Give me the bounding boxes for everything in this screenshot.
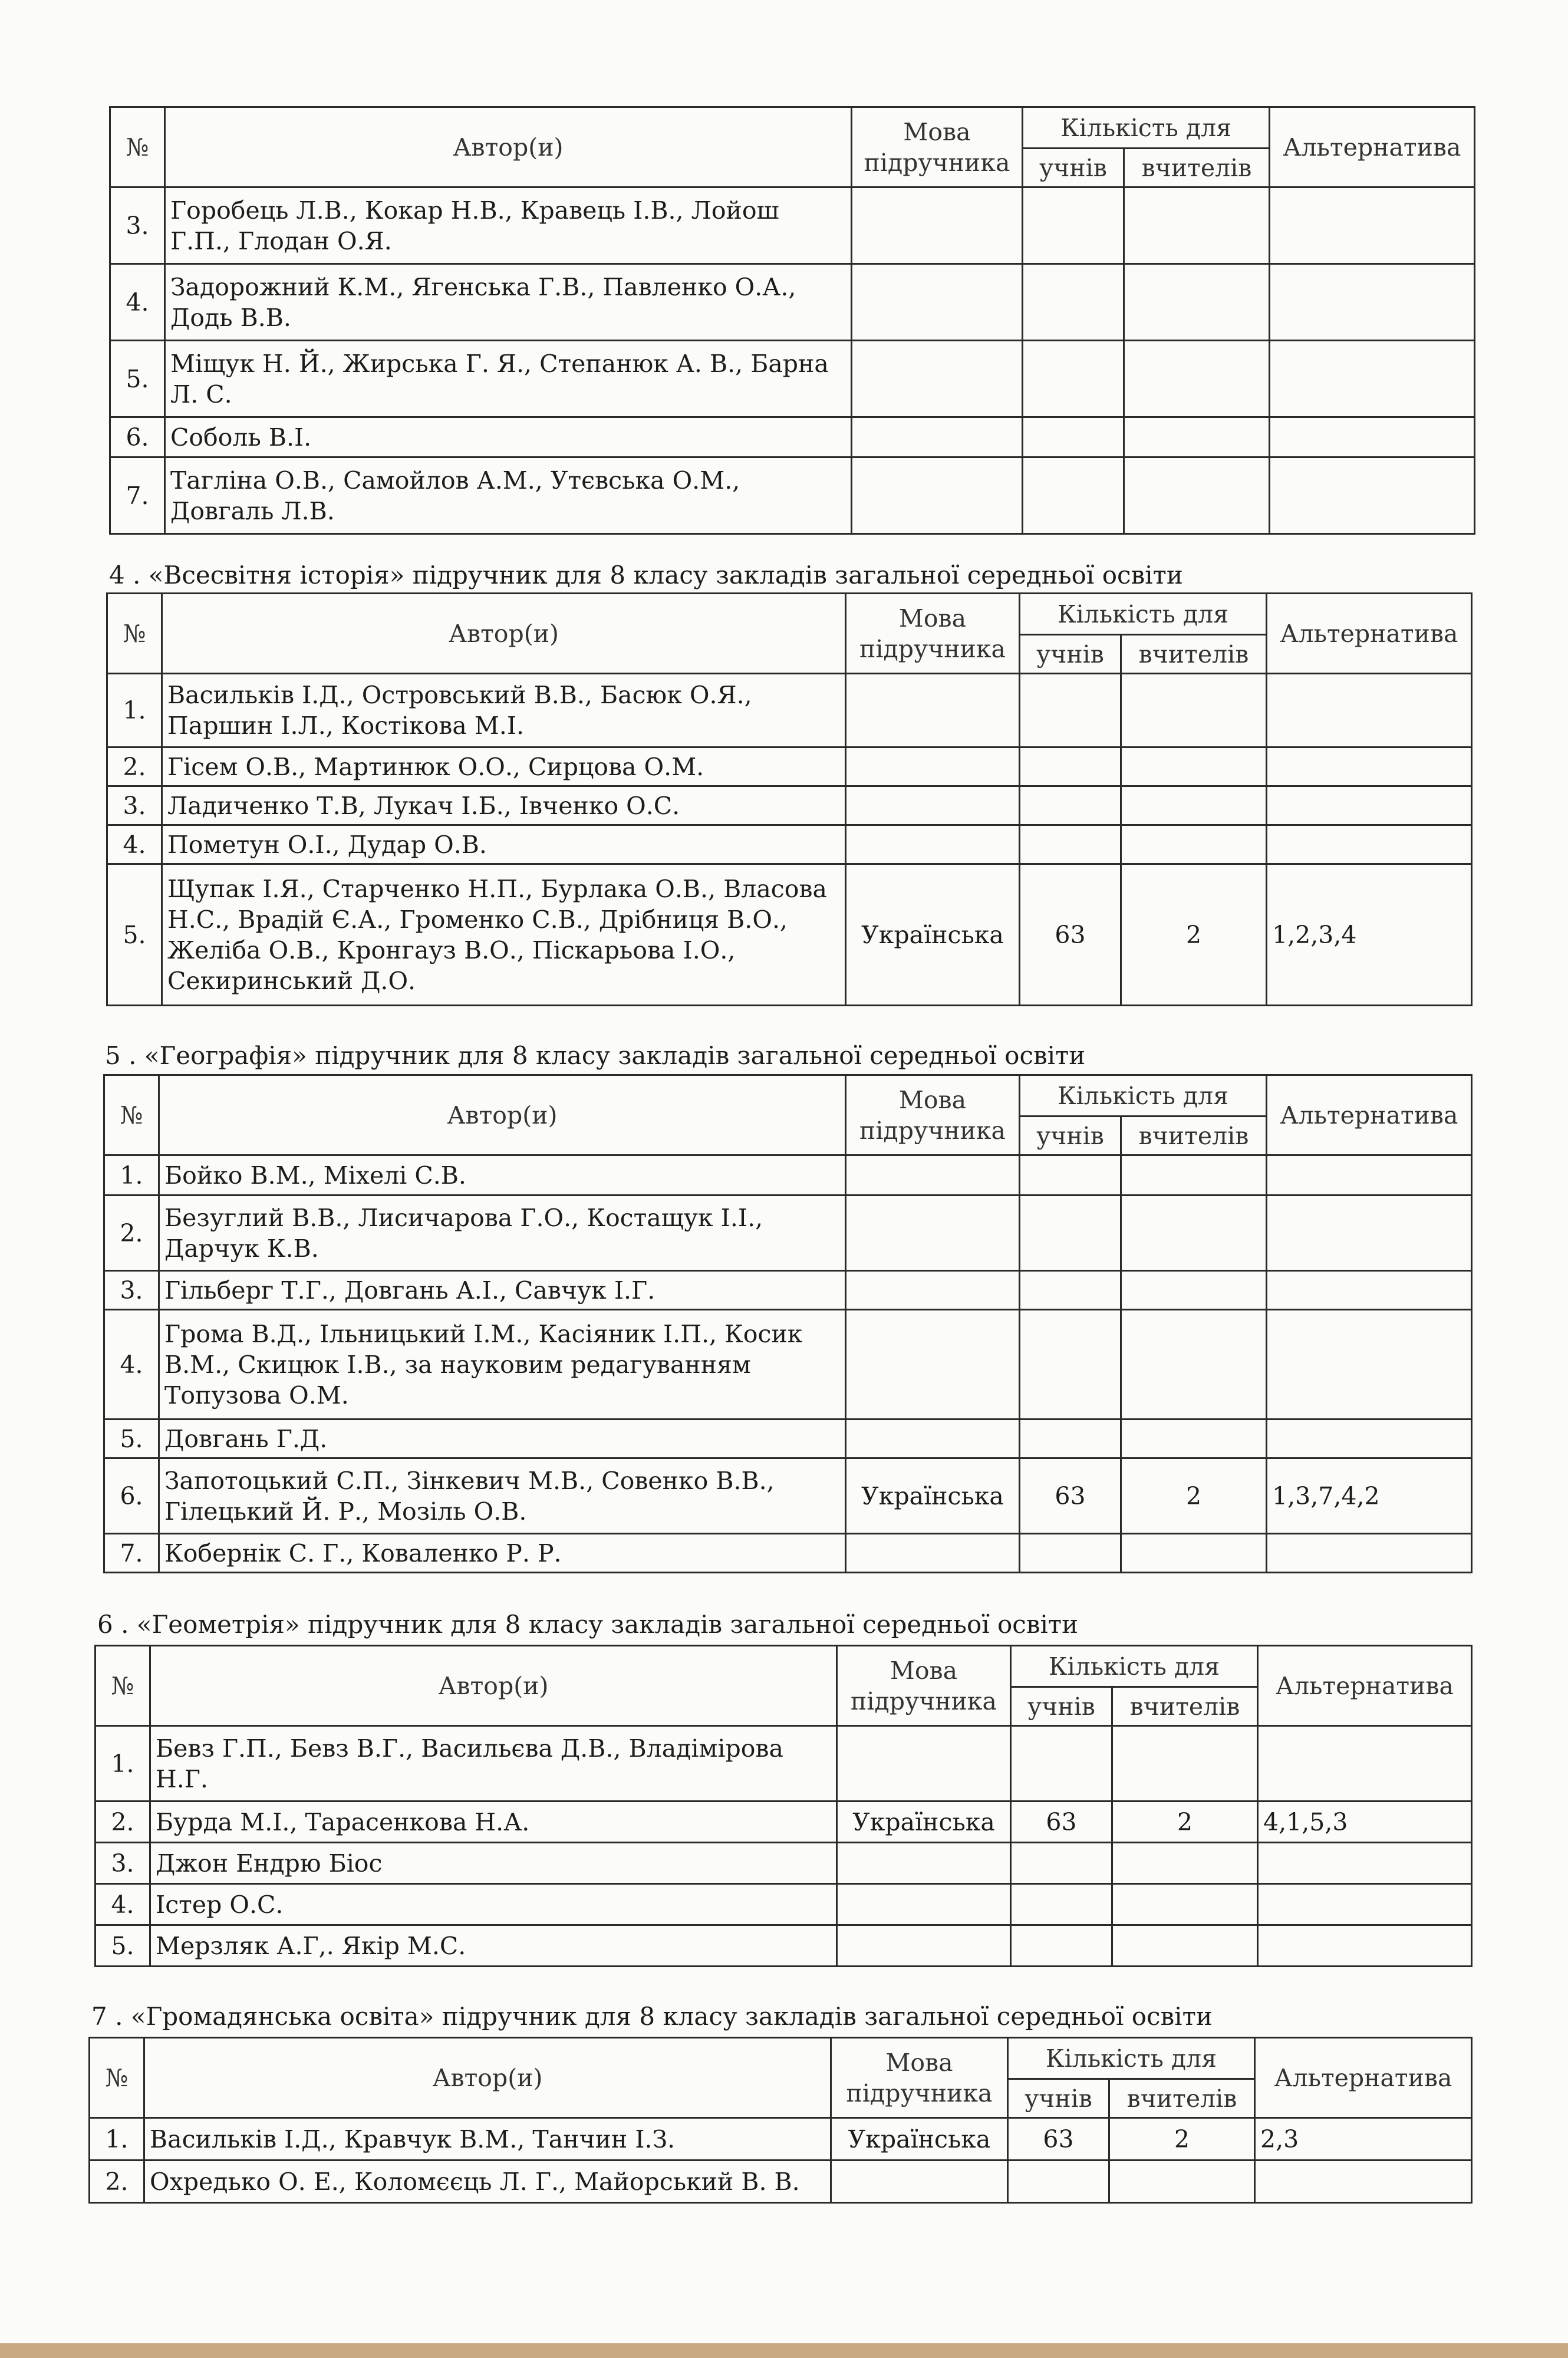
textbook-table: [94, 1645, 1473, 1967]
row-author: Кобернік С. Г., Коваленко Р. Р.: [159, 1534, 846, 1573]
row-teachers: 2: [1121, 864, 1267, 1006]
row-students: [1011, 1843, 1112, 1884]
row-lang: [852, 264, 1023, 341]
header-qty: Кількість для: [1011, 1646, 1258, 1687]
table-row: [107, 674, 1472, 747]
row-teachers: [1124, 264, 1270, 341]
table-row: [95, 1925, 1472, 1967]
row-author: Тагліна О.В., Самойлов А.М., Утєвська О.М., Довгаль Л.В.: [165, 457, 852, 534]
row-lang: [837, 1726, 1011, 1802]
header-lang: Мова підручника: [846, 594, 1020, 674]
row-teachers: [1124, 417, 1270, 457]
row-alt: [1270, 264, 1475, 341]
row-students: [1020, 1310, 1121, 1420]
row-num: 1.: [95, 1726, 150, 1802]
row-teachers: [1121, 1196, 1267, 1271]
row-students: [1011, 1726, 1112, 1802]
section-caption: 5 . «Географія» підручник для 8 класу закладів загальної середньої освіти: [105, 1041, 1086, 1070]
row-students: [1020, 1155, 1121, 1196]
row-students: [1020, 1420, 1121, 1458]
row-students: 63: [1020, 1458, 1121, 1534]
table-block: [109, 106, 1474, 535]
header-students: учнів: [1011, 1687, 1112, 1726]
row-students: [1011, 1884, 1112, 1925]
row-alt: 1,3,7,4,2: [1267, 1458, 1472, 1534]
header-teachers: вчителів: [1109, 2079, 1255, 2118]
header-alt: Альтернатива: [1258, 1646, 1472, 1726]
header-author: Автор(и): [159, 1075, 846, 1155]
row-lang: [852, 341, 1023, 417]
table-row: [95, 1726, 1472, 1802]
row-alt: [1267, 1155, 1472, 1196]
row-students: 63: [1020, 864, 1121, 1006]
section-caption: 7 . «Громадянська освіта» підручник для 8 класу закладів загальної середньої освіти: [91, 2002, 1213, 2031]
table-block: [88, 2037, 1471, 2204]
row-alt: [1258, 1843, 1472, 1884]
row-author: Безуглий В.В., Лисичарова Г.О., Костащук І.І., Дарчук К.В.: [159, 1196, 846, 1271]
row-alt: [1258, 1925, 1472, 1967]
header-teachers: вчителів: [1124, 149, 1270, 187]
header-qty: Кількість для: [1008, 2038, 1255, 2079]
row-author: Васильків І.Д., Островський В.В., Басюк О.Я., Паршин І.Л., Костікова М.І.: [162, 674, 846, 747]
row-teachers: [1121, 1310, 1267, 1420]
row-num: 4.: [110, 264, 165, 341]
row-teachers: [1121, 825, 1267, 864]
table-block: [94, 1645, 1471, 1967]
row-num: 3.: [110, 187, 165, 264]
row-teachers: [1124, 341, 1270, 417]
header-num: №: [104, 1075, 159, 1155]
row-students: [1020, 1196, 1121, 1271]
header-teachers: вчителів: [1121, 635, 1267, 674]
header-alt: Альтернатива: [1267, 1075, 1472, 1155]
header-num: №: [107, 594, 162, 674]
row-students: [1020, 674, 1121, 747]
table-row: [104, 1271, 1472, 1310]
row-alt: [1270, 187, 1475, 264]
header-teachers: вчителів: [1112, 1687, 1258, 1726]
table-row: [104, 1420, 1472, 1458]
header-num: №: [95, 1646, 150, 1726]
row-alt: [1258, 1884, 1472, 1925]
row-author: Довгань Г.Д.: [159, 1420, 846, 1458]
row-teachers: [1121, 1534, 1267, 1573]
row-lang: [852, 417, 1023, 457]
header-author: Автор(и): [162, 594, 846, 674]
row-students: [1023, 264, 1124, 341]
row-lang: [846, 747, 1020, 786]
table-row: [110, 341, 1475, 417]
row-num: 3.: [104, 1271, 159, 1310]
header-author: Автор(и): [150, 1646, 837, 1726]
row-alt: [1270, 457, 1475, 534]
row-lang: [846, 1155, 1020, 1196]
table-block: [103, 1074, 1471, 1573]
table-row: [90, 2161, 1472, 2203]
row-teachers: [1112, 1884, 1258, 1925]
row-teachers: [1124, 457, 1270, 534]
row-alt: [1270, 341, 1475, 417]
table-row: [110, 187, 1475, 264]
header-num: №: [90, 2038, 144, 2118]
row-alt: 2,3: [1255, 2118, 1472, 2161]
row-lang: [852, 457, 1023, 534]
row-students: [1020, 786, 1121, 825]
row-alt: [1267, 1196, 1472, 1271]
row-lang: [846, 1310, 1020, 1420]
row-author: Міщук Н. Й., Жирська Г. Я., Степанюк А. В., Барна Л. С.: [165, 341, 852, 417]
row-teachers: 2: [1121, 1458, 1267, 1534]
row-author: Васильків І.Д., Кравчук В.М., Танчин І.З.: [144, 2118, 831, 2161]
section-caption: 6 . «Геометрія» підручник для 8 класу закладів загальної середньої освіти: [97, 1610, 1079, 1639]
row-teachers: [1112, 1925, 1258, 1967]
row-teachers: [1121, 747, 1267, 786]
row-num: 5.: [104, 1420, 159, 1458]
row-lang: [846, 1196, 1020, 1271]
row-num: 2.: [90, 2161, 144, 2203]
row-num: 7.: [110, 457, 165, 534]
row-author: Гісем О.В., Мартинюк О.О., Сирцова О.М.: [162, 747, 846, 786]
row-lang: [837, 1843, 1011, 1884]
row-author: Горобець Л.В., Кокар Н.В., Кравець І.В., Лойош Г.П., Глодан О.Я.: [165, 187, 852, 264]
header-qty: Кількість для: [1020, 594, 1267, 635]
header-author: Автор(и): [144, 2038, 831, 2118]
row-lang: Українська: [846, 1458, 1020, 1534]
row-alt: [1258, 1726, 1472, 1802]
header-teachers: вчителів: [1121, 1117, 1267, 1155]
row-alt: [1267, 1271, 1472, 1310]
textbook-table: [109, 106, 1475, 535]
row-author: Грома В.Д., Ільницький І.М., Касіяник І.П., Косик В.М., Скицюк І.В., за науковим редагуванням Топузова О.М.: [159, 1310, 846, 1420]
row-teachers: [1112, 1726, 1258, 1802]
row-author: Мерзляк А.Г,. Якір М.С.: [150, 1925, 837, 1967]
row-author: Запотоцький С.П., Зінкевич М.В., Совенко В.В., Гілецький Й. Р., Мозіль О.В.: [159, 1458, 846, 1534]
row-num: 1.: [104, 1155, 159, 1196]
table-row: [107, 786, 1472, 825]
row-num: 2.: [107, 747, 162, 786]
table-row: [95, 1802, 1472, 1843]
row-lang: Українська: [837, 1802, 1011, 1843]
row-teachers: [1121, 1155, 1267, 1196]
row-author: Щупак І.Я., Старченко Н.П., Бурлака О.В., Власова Н.С., Врадій Є.А., Громенко С.В., Дрібниця В.О., Желіба О.В., Кронгауз В.О., Піскарьова І.О., Секиринський Д.О.: [162, 864, 846, 1006]
header-lang: Мова підручника: [837, 1646, 1011, 1726]
row-lang: Українська: [831, 2118, 1008, 2161]
row-lang: [846, 674, 1020, 747]
table-row: [110, 417, 1475, 457]
row-author: Соболь В.І.: [165, 417, 852, 457]
row-lang: [837, 1925, 1011, 1967]
row-alt: [1267, 786, 1472, 825]
row-students: [1020, 747, 1121, 786]
row-num: 5.: [95, 1925, 150, 1967]
table-row: [104, 1458, 1472, 1534]
row-num: 5.: [107, 864, 162, 1006]
table-row: [104, 1534, 1472, 1573]
row-students: [1023, 187, 1124, 264]
row-author: Задорожний К.М., Ягенська Г.В., Павленко О.А., Додь В.В.: [165, 264, 852, 341]
row-students: [1020, 825, 1121, 864]
header-lang: Мова підручника: [852, 107, 1023, 187]
header-num: №: [110, 107, 165, 187]
row-alt: [1267, 825, 1472, 864]
row-lang: [837, 1884, 1011, 1925]
row-num: 4.: [107, 825, 162, 864]
row-alt: 1,2,3,4: [1267, 864, 1472, 1006]
row-num: 7.: [104, 1534, 159, 1573]
row-author: Бойко В.М., Міхелі С.В.: [159, 1155, 846, 1196]
table-block: [106, 592, 1471, 1006]
header-students: учнів: [1020, 1117, 1121, 1155]
row-students: [1020, 1534, 1121, 1573]
row-num: 4.: [95, 1884, 150, 1925]
row-num: 1.: [107, 674, 162, 747]
row-author: Ладиченко Т.В, Лукач І.Б., Івченко О.С.: [162, 786, 846, 825]
table-row: [95, 1884, 1472, 1925]
row-teachers: [1121, 1420, 1267, 1458]
row-teachers: [1121, 674, 1267, 747]
table-row: [104, 1196, 1472, 1271]
row-students: [1008, 2161, 1109, 2203]
row-teachers: 2: [1112, 1802, 1258, 1843]
row-author: Гільберг Т.Г., Довгань А.І., Савчук І.Г.: [159, 1271, 846, 1310]
table-row: [110, 457, 1475, 534]
row-lang: [846, 786, 1020, 825]
row-num: 2.: [95, 1802, 150, 1843]
row-teachers: [1121, 786, 1267, 825]
header-alt: Альтернатива: [1255, 2038, 1472, 2118]
row-lang: Українська: [846, 864, 1020, 1006]
row-teachers: [1121, 1271, 1267, 1310]
row-num: 4.: [104, 1310, 159, 1420]
table-row: [104, 1310, 1472, 1420]
section-caption: 4 . «Всесвітня історія» підручник для 8 класу закладів загальної середньої освіти: [109, 561, 1183, 590]
textbook-table: [88, 2037, 1473, 2204]
row-teachers: 2: [1109, 2118, 1255, 2161]
row-author: Істер О.С.: [150, 1884, 837, 1925]
row-alt: [1267, 1310, 1472, 1420]
row-num: 6.: [104, 1458, 159, 1534]
table-row: [107, 864, 1472, 1006]
header-students: учнів: [1023, 149, 1124, 187]
table-row: [104, 1155, 1472, 1196]
header-alt: Альтернатива: [1270, 107, 1475, 187]
row-author: Пометун О.І., Дудар О.В.: [162, 825, 846, 864]
row-alt: [1267, 747, 1472, 786]
row-teachers: [1124, 187, 1270, 264]
header-students: учнів: [1020, 635, 1121, 674]
table-row: [90, 2118, 1472, 2161]
row-alt: [1255, 2161, 1472, 2203]
row-num: 2.: [104, 1196, 159, 1271]
row-students: [1023, 417, 1124, 457]
textbook-table: [103, 1074, 1473, 1573]
row-students: [1023, 341, 1124, 417]
row-students: 63: [1011, 1802, 1112, 1843]
row-author: Охредько О. Е., Коломєєць Л. Г., Майорський В. В.: [144, 2161, 831, 2203]
row-students: 63: [1008, 2118, 1109, 2161]
row-num: 6.: [110, 417, 165, 457]
row-students: [1023, 457, 1124, 534]
row-lang: [846, 825, 1020, 864]
row-alt: [1270, 417, 1475, 457]
header-lang: Мова підручника: [831, 2038, 1008, 2118]
row-alt: 4,1,5,3: [1258, 1802, 1472, 1843]
row-teachers: [1109, 2161, 1255, 2203]
table-row: [107, 747, 1472, 786]
row-lang: [846, 1271, 1020, 1310]
row-teachers: [1112, 1843, 1258, 1884]
header-qty: Кількість для: [1023, 107, 1270, 149]
header-students: учнів: [1008, 2079, 1109, 2118]
row-author: Бевз Г.П., Бевз В.Г., Васильєва Д.В., Владімірова Н.Г.: [150, 1726, 837, 1802]
row-num: 3.: [107, 786, 162, 825]
row-author: Джон Ендрю Біос: [150, 1843, 837, 1884]
header-author: Автор(и): [165, 107, 852, 187]
row-students: [1020, 1271, 1121, 1310]
row-author: Бурда М.І., Тарасенкова Н.А.: [150, 1802, 837, 1843]
header-qty: Кількість для: [1020, 1075, 1267, 1117]
row-num: 3.: [95, 1843, 150, 1884]
row-lang: [846, 1420, 1020, 1458]
table-row: [95, 1843, 1472, 1884]
row-alt: [1267, 1534, 1472, 1573]
row-lang: [831, 2161, 1008, 2203]
header-alt: Альтернатива: [1267, 594, 1472, 674]
textbook-table: [106, 592, 1473, 1006]
header-lang: Мова підручника: [846, 1075, 1020, 1155]
row-lang: [852, 187, 1023, 264]
row-num: 5.: [110, 341, 165, 417]
row-num: 1.: [90, 2118, 144, 2161]
row-alt: [1267, 674, 1472, 747]
row-alt: [1267, 1420, 1472, 1458]
row-lang: [846, 1534, 1020, 1573]
table-row: [107, 825, 1472, 864]
table-row: [110, 264, 1475, 341]
row-students: [1011, 1925, 1112, 1967]
